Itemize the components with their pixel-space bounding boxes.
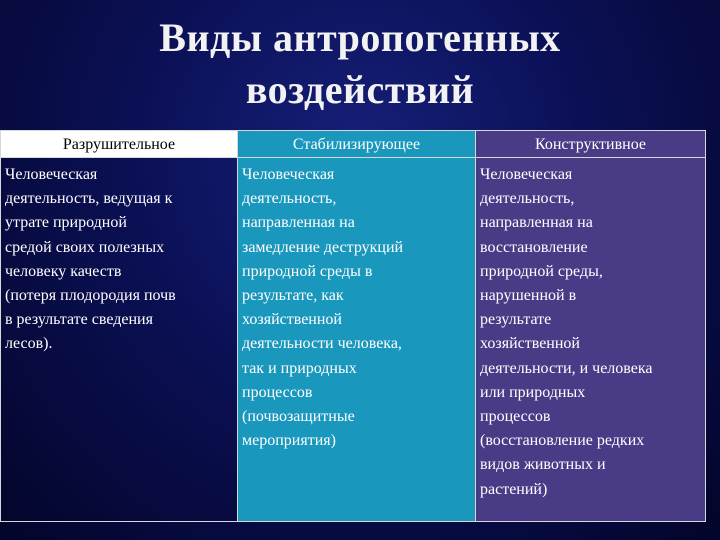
- column-text-constructive: Человеческая деятельность, направленная на восстановление природной среды, нарушенной в результате хозяйственной деятельности, и человека или природных процессов (восстановление редких видов животных и растений): [480, 166, 653, 498]
- column-text-destructive: Человеческая деятельность, ведущая к утрате природной средой своих полезных человеку качеств (потеря плодородия почв в результате сведения лесов).: [5, 166, 176, 353]
- column-header-stabilizing: Стабилизирующее: [238, 131, 475, 158]
- column-destructive: [1, 131, 238, 521]
- column-text-stabilizing: Человеческая деятельность, направленная на замедление деструкций природной среды в результате, как хозяйственной деятельности человека, так и природных процессов (почвозащитные мероприятия): [242, 166, 404, 450]
- column-header-destructive: Разрушительное: [1, 131, 237, 158]
- column-constructive: [476, 131, 705, 521]
- slide-title: [110, 12, 610, 116]
- impact-types-table: [0, 130, 706, 522]
- slide-title-text: Виды антропогенных воздействий: [159, 15, 561, 112]
- column-header-constructive: Конструктивное: [476, 131, 705, 158]
- column-stabilizing: [238, 131, 476, 521]
